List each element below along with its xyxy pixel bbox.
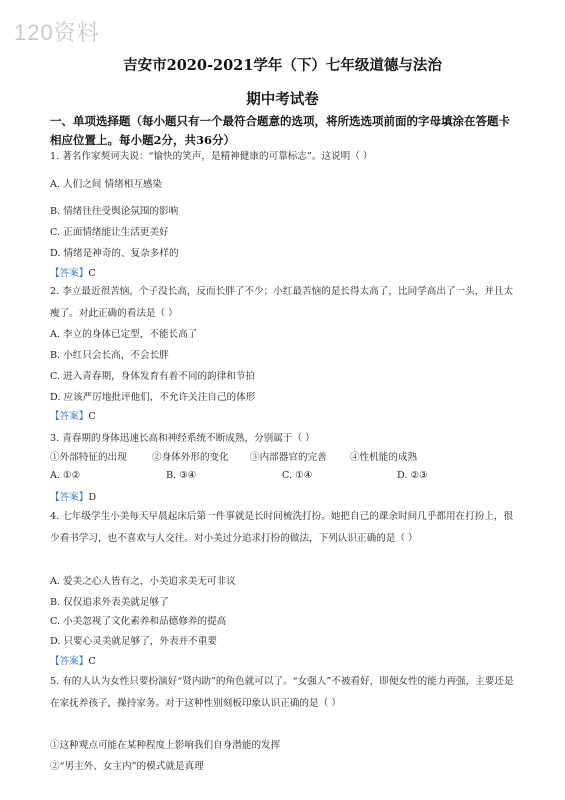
watermark: 120资料 xyxy=(14,20,100,45)
statement-item: ②“男主外、女主内”的模式就是真理 xyxy=(50,761,204,772)
answer-tag: 【答案】 xyxy=(50,492,89,503)
question-stem: 3. 青春期的身体迅速长高和神经系统不断成熟，分别属于（ ） xyxy=(50,433,315,444)
document-subtitle: 期中考试卷 xyxy=(246,91,319,108)
question-option: D. ②③ xyxy=(397,470,428,481)
question-option: C. 小美忽视了文化素养和品德修养的提高 xyxy=(50,616,227,627)
question-option: D. 应该严厉地批评他们，不允许关注自己的体形 xyxy=(50,392,256,403)
question-option: C. 正面情绪能让生活更美好 xyxy=(50,227,169,238)
question-option: D. 情绪是神奇的、复杂多样的 xyxy=(50,248,179,259)
answer-line xyxy=(50,653,96,667)
question-stem: 2. 李立最近很苦恼，个子没长高，反而长胖了不少；小红最苦恼的是长得太高了，比同学高出了一头，并且太瘦了。对此正确的看法是（ ） xyxy=(50,286,514,319)
answer-line xyxy=(50,489,96,503)
question-option: D. 只要心灵美就足够了，外表并不重要 xyxy=(50,636,217,647)
question-option: A. 爱美之心人皆有之，小美追求美无可非议 xyxy=(50,576,236,587)
question-option: C. ①④ xyxy=(282,470,313,481)
statement-item: ③内部器官的完善 xyxy=(250,452,327,463)
question-stem: 4. 七年级学生小美每天早晨起床后第一件事就是长时间梳洗打扮。她把自己的课余时间几乎都用在打扮上，很少看书学习，也不喜欢与人交往。对小美过分追求打扮的做法，下列认识正确的是（ ） xyxy=(50,511,514,544)
question-option: B. 情绪往往受舆论氛围的影响 xyxy=(50,206,179,217)
answer-tag: 【答案】 xyxy=(50,656,89,667)
section-heading: 一、单项选择题（每小题只有一个最符合题意的选项，将所选选项前面的字母填涂在答题卡相应位置上。每小题2分，共36分） xyxy=(50,114,510,147)
question-stem: 5. 有的人认为女性只要扮演好“贤内助”的角色就可以了。“女强人”不被看好，即便女性的能力再强，主要还是在家抚养孩子，操持家务。对于这种性别刻板印象认识正确的是（ ） xyxy=(50,676,514,709)
statement-item: ①外部特征的出现 xyxy=(50,452,127,463)
question-option: A. 人们之间 情绪相互感染 xyxy=(50,179,163,190)
question-option: B. 仅仅追求外表美就足够了 xyxy=(50,597,169,608)
statement-item: ②身体外形的变化 xyxy=(152,452,229,463)
answer-value: C xyxy=(88,656,96,667)
answer-tag: 【答案】 xyxy=(50,411,89,422)
answer-tag: 【答案】 xyxy=(50,268,89,279)
question-option: A. 李立的身体已定型，不能长高了 xyxy=(50,329,198,340)
answer-line xyxy=(50,265,96,279)
question-option: B. ③④ xyxy=(166,470,197,481)
answer-value: C xyxy=(88,268,96,279)
document-title: 吉安市2020-2021学年（下）七年级道德与法治 xyxy=(123,57,442,74)
answer-line xyxy=(50,408,96,422)
statement-item: ①这种观点可能在某种程度上影响我们自身潜能的发挥 xyxy=(50,740,281,751)
question-option: A. ①② xyxy=(50,470,81,481)
answer-value: C xyxy=(88,411,96,422)
statement-item: ④性机能的成熟 xyxy=(350,452,418,463)
question-option: B. 小红只会长高，不会长胖 xyxy=(50,350,169,361)
answer-value: D xyxy=(88,492,97,503)
question-option: C. 进入青春期，身体发育有着不同的韵律和节拍 xyxy=(50,371,255,382)
question-stem: 1. 著名作家契诃夫说：“愉快的笑声，是精神健康的可靠标志”。这说明（ ） xyxy=(50,151,373,162)
